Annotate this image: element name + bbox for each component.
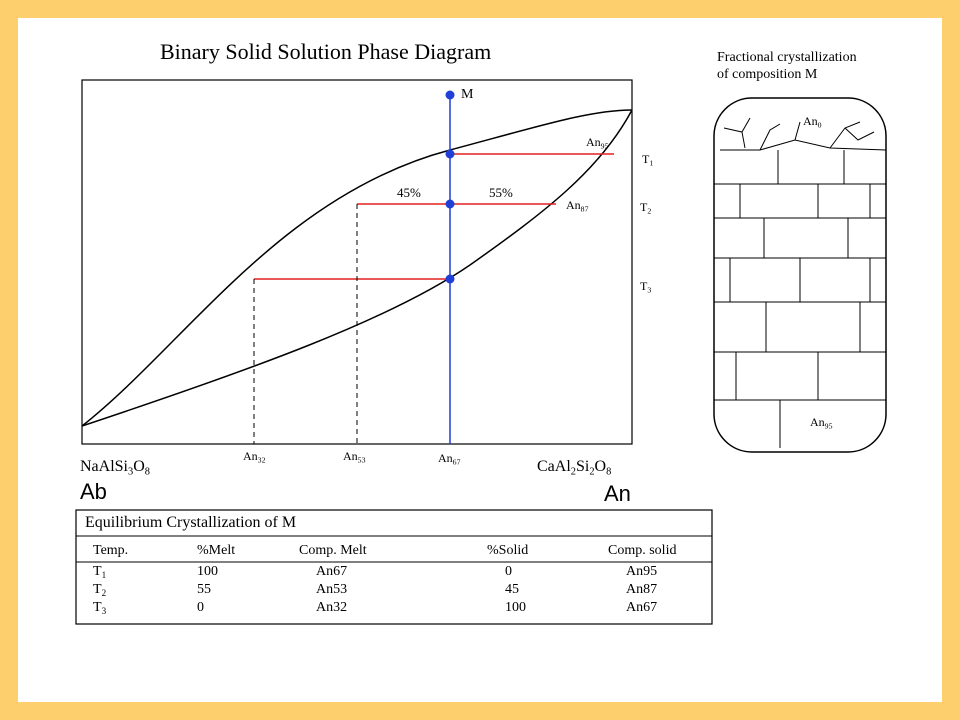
header-melt: %Melt	[197, 543, 236, 558]
point-t3	[446, 275, 455, 284]
cell-temp: $T_2$	[93, 582, 107, 599]
rim-label-an95: $An_{95}$	[810, 415, 833, 431]
anorthite-formula: $CaAl_2Si_2O_8$	[537, 458, 612, 478]
anorthite-label: An	[604, 481, 631, 506]
point-t2	[446, 200, 455, 209]
cell-solid: 45	[505, 582, 519, 597]
label-t1: $T_1$	[642, 152, 654, 168]
cell-solid: 0	[505, 564, 512, 579]
cell-melt: 0	[197, 600, 204, 615]
label-an95-right: $An_{95}$	[586, 135, 609, 151]
lever-right-percent: 55%	[489, 185, 513, 200]
label-t2: $T_2$	[640, 200, 652, 216]
label-an67: $An_{67}$	[438, 451, 461, 467]
fractional-title-line2: of composition M	[717, 67, 818, 82]
cell-comp-melt: An67	[316, 564, 348, 579]
cell-melt: 100	[197, 564, 218, 579]
albite-formula: $NaAlSi_3O_8$	[80, 458, 150, 478]
label-t3: $T_3$	[640, 279, 652, 295]
header-solid: %Solid	[487, 543, 529, 558]
cell-comp-melt: An53	[316, 582, 348, 597]
fractional-title-line1: Fractional crystallization	[717, 50, 857, 65]
header-temp: Temp.	[93, 543, 129, 558]
label-an32: $An_{32}$	[243, 449, 266, 465]
header-comp-solid: Comp. solid	[608, 543, 677, 558]
core-label-an0: $An_0$	[803, 114, 822, 130]
lever-left-percent: 45%	[397, 185, 421, 200]
point-t1	[446, 150, 455, 159]
cell-comp-melt: An32	[316, 600, 348, 615]
label-an53: $An_{53}$	[343, 449, 366, 465]
albite-label: Ab	[80, 479, 107, 504]
cell-comp-solid: An67	[626, 600, 658, 615]
cell-comp-solid: An95	[626, 564, 658, 579]
cell-temp: $T_1$	[93, 564, 107, 581]
cell-comp-solid: An87	[626, 582, 658, 597]
crystal-zones	[714, 118, 886, 448]
label-an87-right: $An_{87}$	[566, 198, 589, 214]
cell-melt: 55	[197, 582, 211, 597]
table-title: Equilibrium Crystallization of M	[85, 514, 297, 531]
cell-solid: 100	[505, 600, 526, 615]
cell-temp: $T_3$	[93, 600, 107, 617]
header-comp-melt: Comp. Melt	[299, 543, 367, 558]
diagram-title: Binary Solid Solution Phase Diagram	[160, 39, 492, 64]
point-m-label: M	[461, 87, 474, 102]
point-m	[446, 91, 455, 100]
